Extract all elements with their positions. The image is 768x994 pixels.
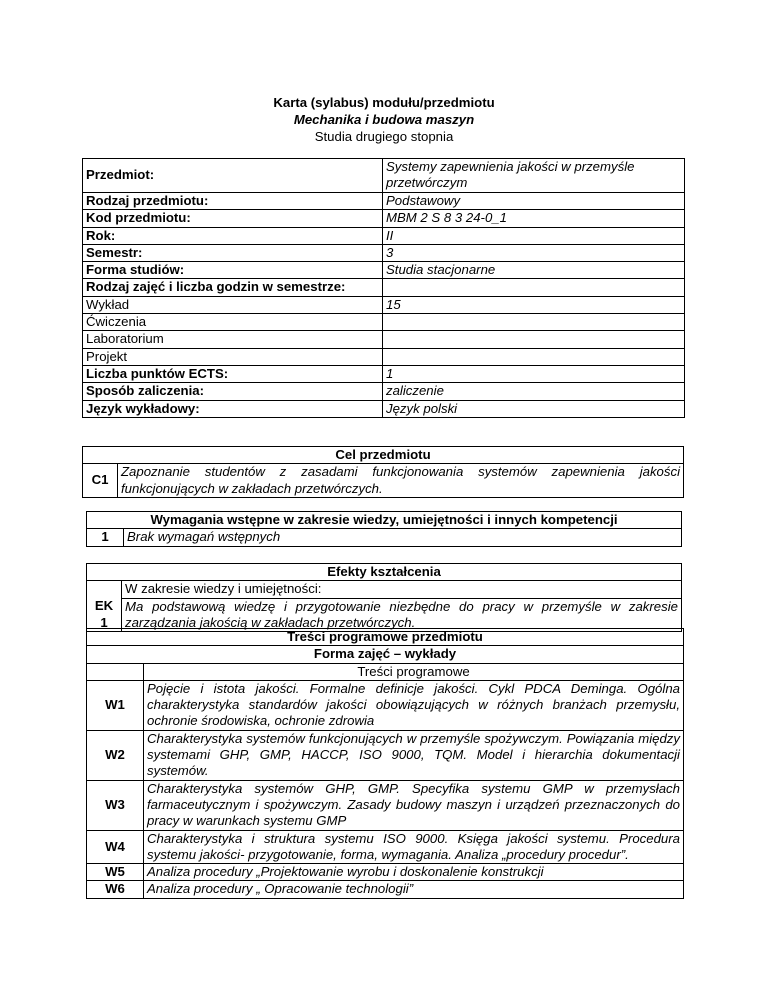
wyklad-label: Wykład <box>83 296 383 313</box>
jezyk-value: Język polski <box>383 400 685 417</box>
laboratorium-value <box>383 331 685 348</box>
kod-value: MBM 2 S 8 3 24-0_1 <box>383 210 685 227</box>
course-info-table <box>82 158 685 418</box>
tresci-title: Treści programowe przedmiotu <box>87 629 684 646</box>
jezyk-label: Język wykładowy: <box>83 400 383 417</box>
przedmiot-label: Przedmiot: <box>83 159 383 193</box>
row-text: Charakterystyka i struktura systemu ISO 9000. Księga jakości systemu. Procedura systemu jakości- przygotowanie, forma, wymagania. Analiza „procedury procedur”. <box>144 830 684 864</box>
tresci-forma: Forma zajęć – wykłady <box>87 646 684 663</box>
document-header <box>0 95 768 146</box>
efekty-blank <box>87 581 122 598</box>
efekty-text: Ma podstawową wiedzę i przygotowanie niezbędne do pracy w przemyśle w zakresie zarządzania jakością w zakładach przetwórczych. <box>122 598 682 632</box>
ects-label: Liczba punktów ECTS: <box>83 365 383 382</box>
table-row <box>87 680 684 730</box>
forma-label: Forma studiów: <box>83 262 383 279</box>
efekty-code: EK 1 <box>87 598 122 632</box>
tresci-col-header: Treści programowe <box>144 663 684 680</box>
row-code: W6 <box>87 881 144 898</box>
row-text: Analiza procedury „Projektowanie wyrobu i doskonalenie konstrukcji <box>144 864 684 881</box>
kod-label: Kod przedmiotu: <box>83 210 383 227</box>
tresci-table <box>86 628 684 899</box>
efekty-title: Efekty kształcenia <box>87 564 682 581</box>
header-title: Karta (sylabus) modułu/przedmiotu <box>273 95 495 110</box>
projekt-label: Projekt <box>83 348 383 365</box>
wyklad-value: 15 <box>383 296 685 313</box>
header-level: Studia drugiego stopnia <box>314 129 454 144</box>
efekty-subtitle: W zakresie wiedzy i umiejętności: <box>122 581 682 598</box>
zaliczenie-label: Sposób zaliczenia: <box>83 383 383 400</box>
table-row <box>87 780 684 830</box>
row-code: W4 <box>87 830 144 864</box>
row-code: W2 <box>87 730 144 780</box>
wymagania-title: Wymagania wstępne w zakresie wiedzy, umiejętności i innych kompetencji <box>87 512 682 529</box>
projekt-value <box>383 348 685 365</box>
row-code: W3 <box>87 780 144 830</box>
table-row <box>87 730 684 780</box>
table-row <box>87 881 684 898</box>
efekty-table <box>86 563 682 632</box>
header-field: Mechanika i budowa maszyn <box>293 112 475 127</box>
przedmiot-value: Systemy zapewnienia jakości w przemyśle przetwórczym <box>383 159 685 193</box>
zajecia-value <box>383 279 685 296</box>
rodzaj-value: Podstawowy <box>383 193 685 210</box>
zaliczenie-value: zaliczenie <box>383 383 685 400</box>
cwiczenia-label: Ćwiczenia <box>83 314 383 331</box>
rok-label: Rok: <box>83 227 383 244</box>
cwiczenia-value <box>383 314 685 331</box>
semestr-label: Semestr: <box>83 244 383 261</box>
table-row <box>87 864 684 881</box>
laboratorium-label: Laboratorium <box>83 331 383 348</box>
zajecia-label: Rodzaj zajęć i liczba godzin w semestrze: <box>83 279 383 296</box>
wymagania-code: 1 <box>87 529 124 546</box>
semestr-value: 3 <box>383 244 685 261</box>
wymagania-text: Brak wymagań wstępnych <box>124 529 682 546</box>
tresci-blank <box>87 663 144 680</box>
ects-value: 1 <box>383 365 685 382</box>
cel-text: Zapoznanie studentów z zasadami funkcjonowania systemów zapewnienia jakości funkcjonujących w zakładach przetwórczych. <box>118 464 684 498</box>
forma-value: Studia stacjonarne <box>383 262 685 279</box>
cel-title: Cel przedmiotu <box>83 447 684 464</box>
cel-table <box>82 446 684 498</box>
row-text: Charakterystyka systemów GHP, GMP. Specyfika systemu GMP w przemysłach farmaceutycznym i spożywczym. Zasady budowy maszyn i urządzeń przeznaczonych do pracy w warunkach systemu GMP <box>144 780 684 830</box>
table-row <box>87 830 684 864</box>
row-code: W1 <box>87 680 144 730</box>
row-text: Charakterystyka systemów funkcjonujących w przemyśle spożywczym. Powiązania między systemami GHP, GMP, HACCP, ISO 9000, TQM. Model i hierarchia dokumentacji systemów. <box>144 730 684 780</box>
rok-value: II <box>383 227 685 244</box>
rodzaj-label: Rodzaj przedmiotu: <box>83 193 383 210</box>
row-text: Pojęcie i istota jakości. Formalne definicje jakości. Cykl PDCA Deminga. Ogólna charakterystyka standardów jakości obowiązujących w różnych branżach przemysłu, ochronie środowiska, ochronie zdrowia <box>144 680 684 730</box>
row-text: Analiza procedury „ Opracowanie technologii” <box>144 881 684 898</box>
cel-code: C1 <box>83 464 118 498</box>
row-code: W5 <box>87 864 144 881</box>
wymagania-table <box>86 511 682 547</box>
